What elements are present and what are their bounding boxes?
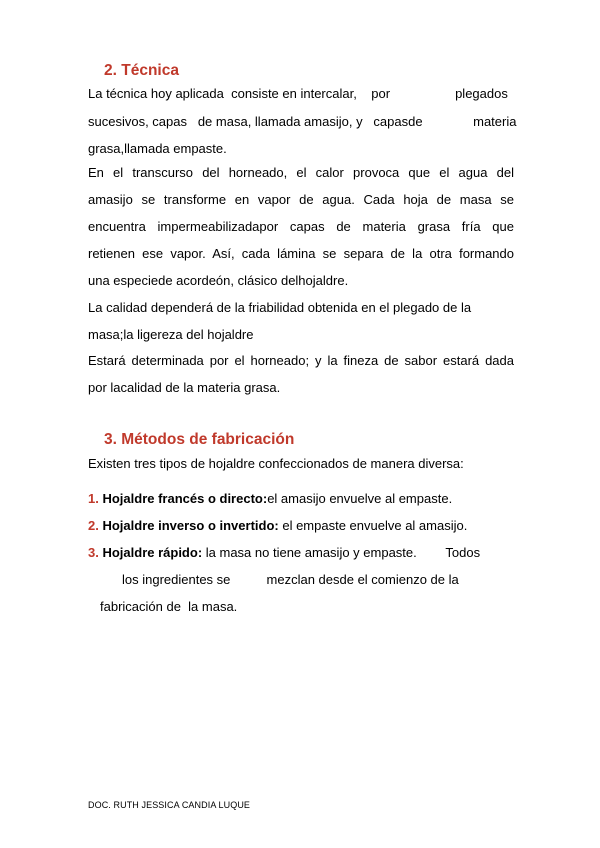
list-item	[88, 491, 452, 507]
list-item-text: la masa no tiene amasijo y empaste. Todos	[202, 545, 481, 560]
paragraph-line: por lacalidad de la materia grasa.	[88, 380, 281, 395]
paragraph-line: En el transcurso del horneado, el calor provoca que el agua del	[88, 165, 514, 180]
section-2-heading: 2. Técnica	[104, 62, 179, 79]
list-item	[88, 518, 467, 534]
list-item	[88, 545, 480, 561]
paragraph-line: La calidad dependerá de la friabilidad obtenida en el plegado de la	[88, 300, 472, 315]
paragraph-line: encuentra impermeabilizadapor capas de materia grasa fría que	[88, 219, 514, 234]
list-item-term: Hojaldre francés o directo:	[102, 491, 268, 506]
list-item-term: Hojaldre inverso o invertido:	[102, 518, 279, 533]
footer-author: DOC. RUTH JESSICA CANDIA LUQUE	[88, 800, 251, 810]
list-item-text: el amasijo envuelve al empaste.	[267, 491, 453, 506]
paragraph-line: amasijo se transforme en vapor de agua. Cada hoja de masa se	[88, 192, 514, 207]
list-item-term: Hojaldre rápido:	[102, 545, 203, 560]
list-item-text: el empaste envuelve al amasijo.	[278, 518, 468, 533]
list-number: 1.	[88, 491, 99, 506]
list-continuation: fabricación de la masa.	[100, 599, 238, 614]
paragraph-line: una especiede acordeón, clásico delhojaldre.	[88, 273, 349, 288]
paragraph-line: Estará determinada por el horneado; y la fineza de sabor estará dada	[88, 353, 514, 368]
list-number: 3.	[88, 545, 99, 560]
list-continuation: los ingredientes se mezclan desde el comienzo de la	[122, 572, 459, 587]
paragraph-line: masa;la ligereza del hojaldre	[88, 327, 254, 342]
paragraph-line: La técnica hoy aplicada consiste en intercalar, por plegados	[88, 86, 508, 101]
paragraph-line: sucesivos, capas de masa, llamada amasijo, y capasde materia	[88, 114, 517, 129]
section-3-heading: 3. Métodos de fabricación	[104, 431, 295, 448]
paragraph-line: retienen ese vapor. Así, cada lámina se separa de la otra formando	[88, 246, 514, 261]
list-number: 2.	[88, 518, 99, 533]
section-3-intro: Existen tres tipos de hojaldre confeccionados de manera diversa:	[88, 456, 464, 471]
paragraph-line: grasa,llamada empaste.	[88, 141, 227, 156]
